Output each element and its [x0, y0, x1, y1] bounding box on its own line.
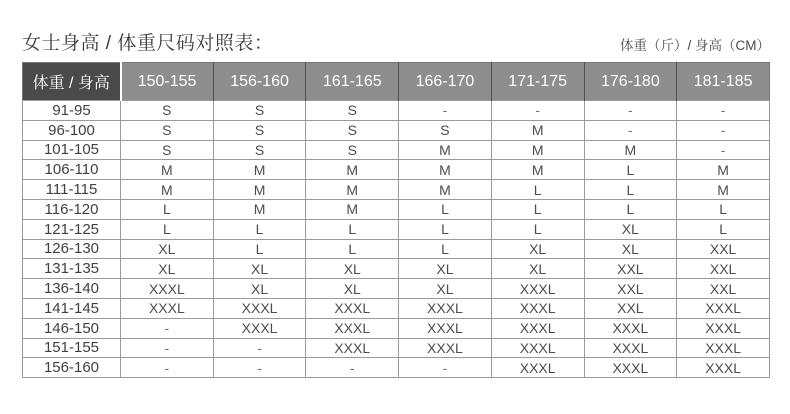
size-cell: XXXL: [213, 318, 306, 338]
title-row: [22, 28, 770, 55]
size-cell: M: [121, 160, 214, 180]
size-cell: XXL: [584, 259, 677, 279]
size-cell: -: [213, 338, 306, 358]
size-cell: M: [213, 160, 306, 180]
size-cell: L: [399, 199, 492, 219]
page-title: 女士身高 / 体重尺码对照表：: [22, 33, 274, 54]
table-row: [23, 160, 770, 180]
size-cell: -: [213, 358, 306, 378]
size-cell: XXL: [677, 259, 770, 279]
table-row: [23, 140, 770, 160]
size-cell: L: [306, 239, 399, 259]
size-cell: L: [584, 160, 677, 180]
weight-cell: 131-135: [23, 259, 121, 279]
size-cell: -: [584, 101, 677, 121]
size-cell: XL: [584, 239, 677, 259]
size-cell: XXXL: [399, 338, 492, 358]
size-cell: -: [121, 318, 214, 338]
size-cell: -: [399, 358, 492, 378]
size-cell: M: [491, 160, 584, 180]
weight-cell: 91-95: [23, 101, 121, 121]
size-cell: L: [677, 199, 770, 219]
column-header-181-185: 181-185: [677, 63, 770, 101]
size-cell: XXXL: [306, 318, 399, 338]
table-row: [23, 338, 770, 358]
unit-label: 体重（斤）/ 身高（CM）: [620, 38, 770, 53]
size-cell: XXXL: [121, 279, 214, 299]
table-row: [23, 101, 770, 121]
size-cell: XXXL: [306, 298, 399, 318]
size-cell: XXXL: [677, 298, 770, 318]
size-cell: M: [491, 140, 584, 160]
table-header: [23, 63, 770, 101]
table-row: [23, 239, 770, 259]
size-cell: XXL: [677, 279, 770, 299]
size-cell: L: [121, 219, 214, 239]
column-header-176-180: 176-180: [584, 63, 677, 101]
size-cell: XXL: [584, 298, 677, 318]
size-cell: XXL: [677, 239, 770, 259]
size-cell: XL: [121, 239, 214, 259]
size-cell: XL: [213, 259, 306, 279]
size-cell: S: [306, 120, 399, 140]
weight-cell: 141-145: [23, 298, 121, 318]
size-cell: XXXL: [399, 298, 492, 318]
size-cell: M: [491, 120, 584, 140]
weight-cell: 126-130: [23, 239, 121, 259]
size-cell: L: [584, 180, 677, 200]
size-cell: M: [584, 140, 677, 160]
size-cell: L: [306, 219, 399, 239]
size-cell: L: [213, 239, 306, 259]
size-cell: M: [306, 180, 399, 200]
weight-cell: 146-150: [23, 318, 121, 338]
size-cell: L: [491, 219, 584, 239]
corner-header: 体重 / 身高: [23, 63, 121, 101]
size-cell: L: [491, 199, 584, 219]
size-cell: S: [121, 140, 214, 160]
column-header-156-160: 156-160: [213, 63, 306, 101]
size-cell: XXXL: [677, 318, 770, 338]
size-cell: S: [306, 101, 399, 121]
size-cell: XXXL: [584, 338, 677, 358]
size-cell: -: [677, 140, 770, 160]
size-cell: M: [399, 180, 492, 200]
size-cell: S: [306, 140, 399, 160]
weight-cell: 106-110: [23, 160, 121, 180]
size-cell: XL: [306, 259, 399, 279]
size-cell: S: [399, 120, 492, 140]
size-cell: L: [399, 239, 492, 259]
table-row: [23, 358, 770, 378]
size-cell: L: [677, 219, 770, 239]
column-header-150-155: 150-155: [121, 63, 214, 101]
weight-cell: 136-140: [23, 279, 121, 299]
size-cell: L: [213, 219, 306, 239]
table-row: [23, 259, 770, 279]
table-row: [23, 180, 770, 200]
size-cell: XL: [306, 279, 399, 299]
size-cell: L: [491, 180, 584, 200]
size-cell: L: [584, 199, 677, 219]
size-cell: M: [121, 180, 214, 200]
size-cell: -: [677, 120, 770, 140]
column-header-166-170: 166-170: [399, 63, 492, 101]
size-cell: XXXL: [491, 279, 584, 299]
size-cell: XXXL: [584, 318, 677, 338]
header-row: [23, 63, 770, 101]
size-cell: -: [584, 120, 677, 140]
size-cell: XXXL: [677, 338, 770, 358]
size-cell: S: [213, 101, 306, 121]
size-cell: M: [677, 160, 770, 180]
weight-cell: 101-105: [23, 140, 121, 160]
size-cell: XXL: [584, 279, 677, 299]
size-chart-table: [22, 62, 770, 378]
weight-cell: 96-100: [23, 120, 121, 140]
size-cell: XXXL: [399, 318, 492, 338]
table-body: [23, 101, 770, 378]
size-cell: XL: [399, 279, 492, 299]
size-cell: M: [306, 199, 399, 219]
size-cell: M: [677, 180, 770, 200]
size-cell: S: [213, 140, 306, 160]
size-cell: XL: [399, 259, 492, 279]
table-row: [23, 199, 770, 219]
size-cell: S: [121, 101, 214, 121]
table-row: [23, 219, 770, 239]
size-cell: XXXL: [491, 338, 584, 358]
table-row: [23, 279, 770, 299]
size-cell: -: [121, 358, 214, 378]
weight-cell: 116-120: [23, 199, 121, 219]
size-cell: XL: [584, 219, 677, 239]
size-cell: XXXL: [306, 338, 399, 358]
weight-cell: 111-115: [23, 180, 121, 200]
table-row: [23, 298, 770, 318]
size-cell: M: [213, 180, 306, 200]
size-cell: XL: [491, 259, 584, 279]
size-cell: XXXL: [491, 318, 584, 338]
size-cell: S: [213, 120, 306, 140]
size-cell: XXXL: [213, 298, 306, 318]
column-header-171-175: 171-175: [491, 63, 584, 101]
size-cell: XXXL: [121, 298, 214, 318]
weight-cell: 121-125: [23, 219, 121, 239]
size-cell: M: [306, 160, 399, 180]
size-cell: -: [306, 358, 399, 378]
size-cell: XXXL: [491, 298, 584, 318]
weight-cell: 151-155: [23, 338, 121, 358]
table-row: [23, 318, 770, 338]
column-header-161-165: 161-165: [306, 63, 399, 101]
size-cell: XL: [491, 239, 584, 259]
size-cell: S: [121, 120, 214, 140]
size-cell: XXXL: [677, 358, 770, 378]
weight-cell: 156-160: [23, 358, 121, 378]
size-cell: -: [121, 338, 214, 358]
size-cell: -: [399, 101, 492, 121]
size-cell: XL: [213, 279, 306, 299]
size-cell: L: [399, 219, 492, 239]
size-cell: -: [677, 101, 770, 121]
size-cell: L: [121, 199, 214, 219]
size-cell: M: [399, 160, 492, 180]
size-cell: -: [491, 101, 584, 121]
table-row: [23, 120, 770, 140]
size-cell: XXXL: [491, 358, 584, 378]
size-cell: M: [399, 140, 492, 160]
size-cell: XL: [121, 259, 214, 279]
size-cell: XXXL: [584, 358, 677, 378]
size-cell: M: [213, 199, 306, 219]
